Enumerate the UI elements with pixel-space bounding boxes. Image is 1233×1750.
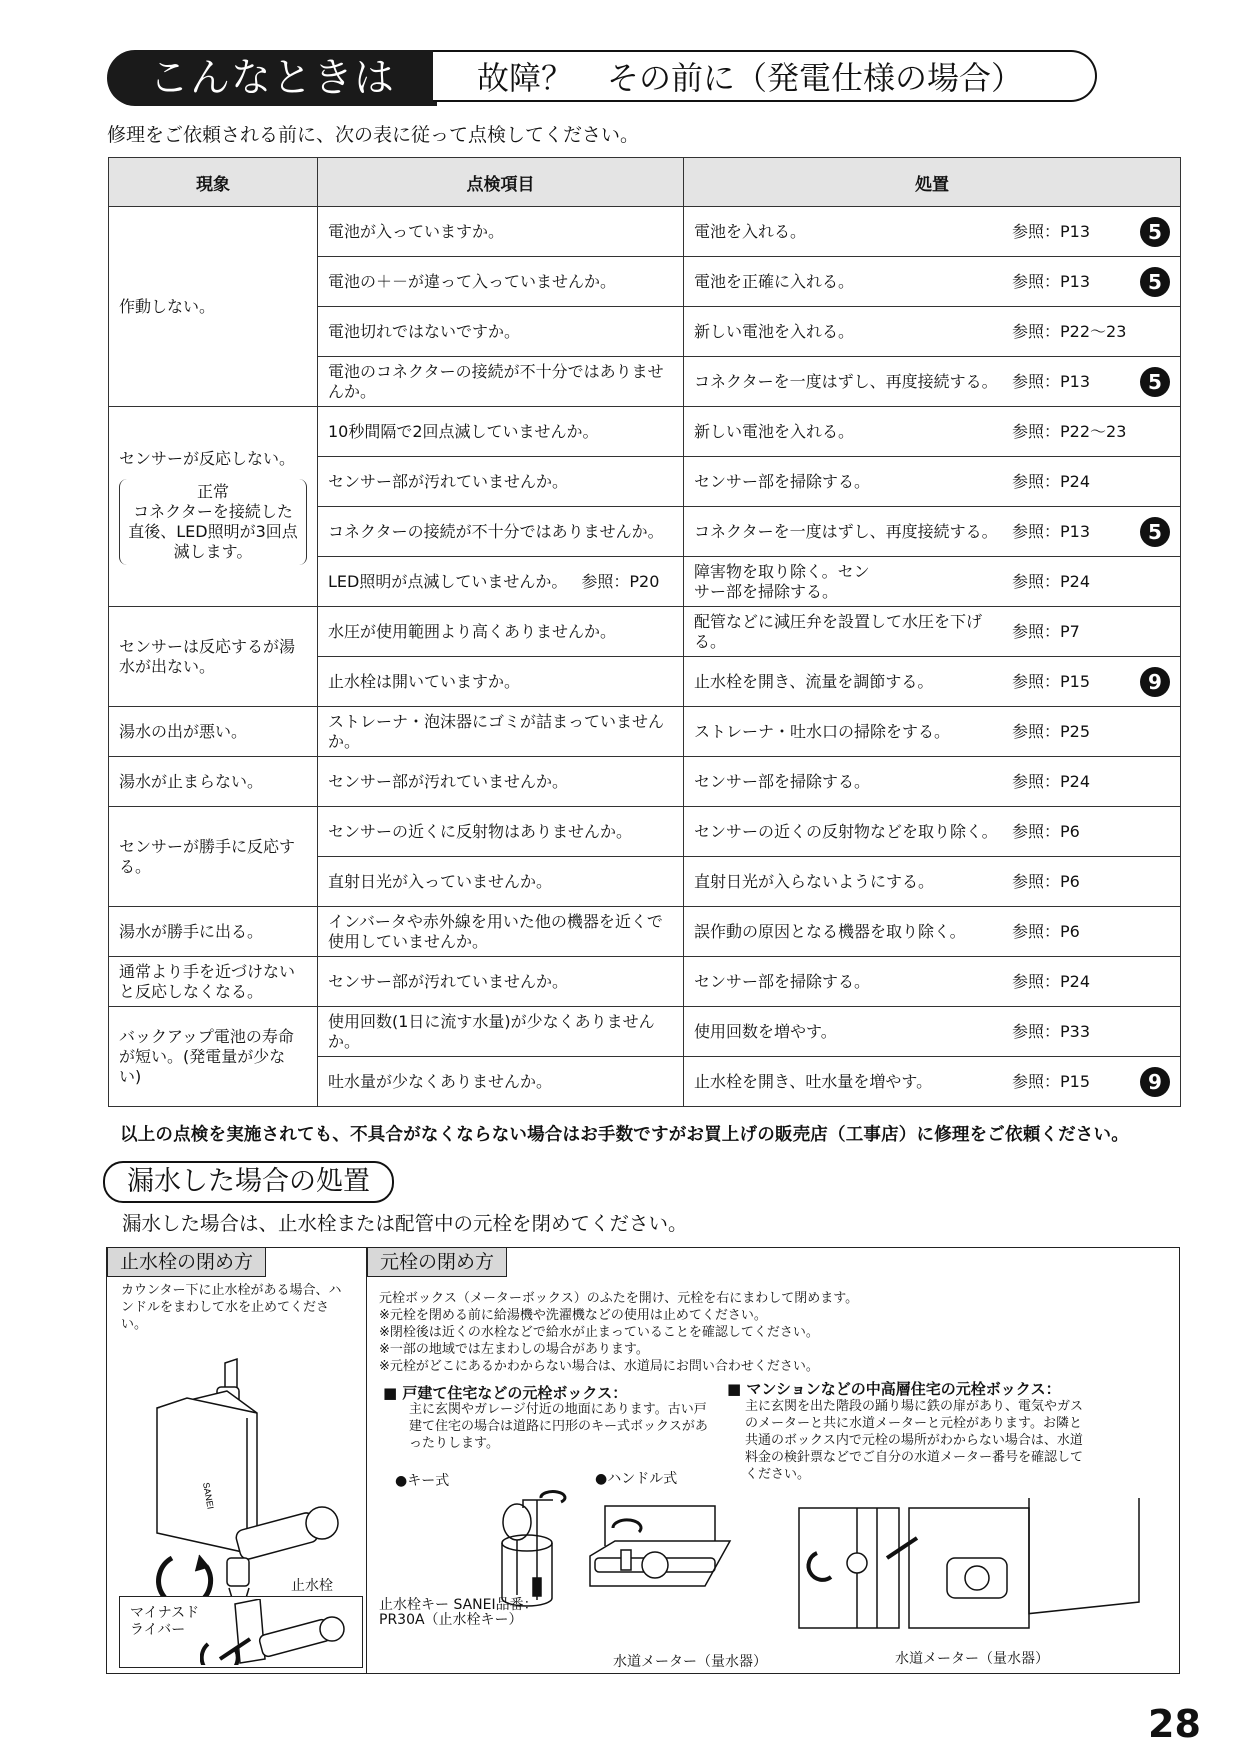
table-row [109,807,1181,857]
action-cell [684,407,1181,457]
header-title-2: その前に（発電仕様の場合） [607,59,1024,97]
check-cell [318,557,684,607]
action-cell [684,1057,1181,1107]
leak-section-title: 漏水した場合の処置 [103,1161,394,1203]
reference-label [1012,1022,1170,1042]
mansion-box-illustration [797,1498,1167,1638]
header-action: 処置 [684,158,1181,207]
normal-state-text: コネクターを接続した直後、LED照明が3回点滅します。 [128,501,298,561]
action-text: 止水栓を開き、流量を調節する。 [694,671,934,691]
table-row [109,907,1181,957]
reference-page: 参照：P24 [1012,771,1091,791]
check-cell [318,457,684,507]
page-header [107,50,1097,106]
action-cell [684,857,1181,907]
reference-page: 参照：P6 [1012,921,1080,941]
check-cell [318,907,684,957]
valve-body-drawing [157,1359,338,1608]
check-text: センサーの近くに反射物はありませんか。 [328,821,633,841]
tab-stop-valve: 止水栓の閉め方 [107,1248,266,1277]
step-number-badge: 9 [1140,667,1170,697]
check-text: 電池が入っていますか。 [328,221,505,241]
check-text: 電池のコネクターの接続が不十分ではありませんか。 [328,361,664,401]
reference-label [1012,472,1170,492]
symptom-text: 湯水の出が悪い。 [119,721,248,741]
table-header-row [109,158,1181,207]
symptom-cell [109,957,318,1007]
mansion-box-text: 主に玄関を出た階段の踊り場に鉄の扉があり、電気やガスのメーターと共に水道メーターと元栓があります。お隣と共通のボックス内で元栓の場所がわからない場合は、水道料金の検針票などでご自分の水道メーター番号を確認してください。 [745,1399,1084,1482]
header-symptom: 現象 [109,158,318,207]
action-text: ストレーナ・吐水口の掃除をする。 [694,721,951,741]
action-cell [684,957,1181,1007]
check-text: 使用回数(1日に流す水量)が少なくありませんか。 [328,1011,655,1051]
brand-mark: SANEI [201,1481,216,1510]
reference-label [1012,217,1170,247]
reference-label [1012,267,1170,297]
reference-page: 参照：P13 [1012,271,1091,291]
check-text: センサー部が汚れていませんか。 [328,971,569,991]
reference-page: 参照：P13 [1012,221,1091,241]
reference-label [1012,972,1170,992]
check-cell [318,657,684,707]
check-cell [318,957,684,1007]
house-box-text: 主に玄関やガレージ付近の地面にあります。古い戸建て住宅の場合は道路に円形のキー式ボックスがあったりします。 [409,1402,708,1451]
reference-label [1012,517,1170,547]
symptom-cell [109,207,318,407]
reference-page: 参照：P22～23 [1012,321,1127,341]
reference-page: 参照：P24 [1012,571,1091,591]
reference-page: 参照：P15 [1012,1071,1091,1091]
action-cell [684,557,1181,607]
reference-page: 参照：P15 [1012,671,1091,691]
check-text: 水圧が使用範囲より高くありませんか。 [328,621,617,641]
symptom-text: センサーが反応しない。 [119,448,296,468]
main-valve-line: ※元栓を閉める前に給湯機や洗濯機などの使用は止めてください。 [379,1308,767,1323]
reference-label [1012,1067,1170,1097]
check-text: 止水栓は開いていますか。 [328,671,521,691]
check-text: コネクターの接続が不十分ではありませんか。 [328,521,664,541]
action-cell [684,207,1181,257]
symptom-text: 湯水が勝手に出る。 [119,921,264,941]
symptom-cell [109,407,318,607]
reference-page: 参照：P13 [1012,521,1091,541]
action-cell [684,657,1181,707]
action-text: センサー部を掃除する。 [694,771,871,791]
action-cell [684,507,1181,557]
check-cell [318,357,684,407]
action-text: 新しい電池を入れる。 [694,321,855,341]
action-cell [684,757,1181,807]
check-cell [318,507,684,557]
main-valve-instructions [379,1290,1169,1375]
check-reference: 参照：P20 [581,571,660,591]
check-cell [318,757,684,807]
action-text: 新しい電池を入れる。 [694,421,855,441]
table-body [109,207,1181,1107]
symptom-cell [109,907,318,957]
check-cell [318,807,684,857]
step-number-badge: 5 [1140,517,1170,547]
symptom-text: 作動しない。 [119,296,216,316]
main-valve-line: ※閉栓後は近くの水栓などで給水が止まっていることを確認してください。 [379,1325,819,1340]
reference-page: 参照：P13 [1012,371,1091,391]
action-text: 配管などに減圧弁を設置して水圧を下げる。 [694,611,983,651]
action-text: 誤作動の原因となる機器を取り除く。 [694,921,966,941]
reference-label [1012,422,1170,442]
check-text: センサー部が汚れていませんか。 [328,771,569,791]
check-cell [318,707,684,757]
reference-label [1012,667,1170,697]
header-black-title: こんなときは [107,50,437,106]
step-number-badge: 9 [1140,1067,1170,1097]
symptom-cell [109,757,318,807]
check-cell [318,257,684,307]
page-number: 28 [1148,1702,1201,1746]
check-cell [318,207,684,257]
reference-page: 参照：P24 [1012,971,1091,991]
action-text: 止水栓を開き、吐水量を増やす。 [694,1071,933,1091]
reference-label [1012,322,1170,342]
handle-type-label: ●ハンドル式 [595,1471,678,1487]
check-text: 電池切れではないですか。 [328,321,521,341]
check-cell [318,1057,684,1107]
troubleshooting-table [108,157,1181,1107]
reference-label [1012,772,1170,792]
symptom-text: バックアップ電池の寿命が短い。(発電量が少ない) [119,1026,294,1086]
reference-label [1012,622,1170,642]
reference-page: 参照：P33 [1012,1021,1091,1041]
table-row [109,707,1181,757]
symptom-cell [109,707,318,757]
action-cell [684,607,1181,657]
action-cell [684,457,1181,507]
step-number-badge: 5 [1140,367,1170,397]
stop-valve-label: 止水栓 [291,1578,333,1594]
action-text: 直射日光が入らないようにする。 [694,871,935,891]
check-cell [318,407,684,457]
action-text: 電池を正確に入れる。 [694,271,855,291]
tab-main-valve: 元栓の閉め方 [367,1248,507,1277]
reference-label [1012,872,1170,892]
check-text: LED照明が点滅していませんか。 [328,571,568,591]
repair-note: 以上の点検を実施されても、不具合がなくならない場合はお手数ですがお買上げの販売店（工事店）に修理をご依頼ください。 [120,1125,1129,1145]
check-cell [318,1007,684,1057]
handle-type-illustration [585,1486,735,1611]
key-type-label: ●キー式 [395,1473,450,1489]
action-text: センサーの近くの反射物などを取り除く。 [694,821,998,841]
symptom-text: 通常より手を近づけないと反応しなくなる。 [119,961,296,1001]
key-caption: 止水栓キー SANEI品番： PR30A（止水栓キー） [379,1597,538,1628]
check-text: 吐水量が少なくありませんか。 [328,1071,553,1091]
header-check: 点検項目 [318,158,684,207]
header-title-banner [433,50,1097,102]
driver-inset [119,1596,363,1668]
action-cell [684,907,1181,957]
main-valve-line: 元栓ボックス（メーターボックス）のふたを開け、元栓を右にまわして閉めます。 [379,1291,859,1306]
reference-label [1012,572,1170,592]
check-cell [318,307,684,357]
driver-illustration [200,1599,360,1665]
action-text: コネクターを一度はずし、再度接続する。 [694,521,998,541]
mansion-box-heading: ■ マンションなどの中高層住宅の元栓ボックス： [727,1380,1061,1398]
reference-page: 参照：P25 [1012,721,1091,741]
header-title-1: 故障？ [477,59,574,97]
check-cell [318,857,684,907]
leak-instructions-box [106,1247,1180,1674]
table-row [109,1007,1181,1057]
symptom-cell [109,807,318,907]
house-box-heading: ■ 戸建て住宅などの元栓ボックス： [383,1384,628,1402]
normal-state-note [119,479,307,565]
table-row [109,207,1181,257]
reference-page: 参照：P6 [1012,871,1080,891]
action-cell [684,1007,1181,1057]
reference-page: 参照：P7 [1012,621,1080,641]
main-valve-line: ※一部の地域では左まわしの場合があります。 [379,1342,649,1357]
reference-page: 参照：P22～23 [1012,421,1127,441]
symptom-text: センサーは反応するが湯水が出ない。 [119,636,296,676]
check-cell [318,607,684,657]
rotation-arrow-icon [202,1644,238,1665]
normal-state-title: 正常 [196,481,229,501]
reference-label [1012,722,1170,742]
reference-label [1012,822,1170,842]
column-divider [366,1248,367,1673]
action-cell [684,357,1181,407]
table-row [109,607,1181,657]
table-row [109,407,1181,457]
step-number-badge: 5 [1140,217,1170,247]
table-row [109,957,1181,1007]
reference-label [1012,367,1170,397]
check-text: センサー部が汚れていませんか。 [328,471,569,491]
action-cell [684,807,1181,857]
leak-section-subtitle: 漏水した場合は、止水栓または配管中の元栓を閉めてください。 [122,1212,688,1235]
meter-caption-house: 水道メーター（量水器） [613,1654,767,1670]
symptom-cell [109,1007,318,1107]
check-text: 直射日光が入っていませんか。 [328,871,553,891]
check-text: インバータや赤外線を用いた他の機器を近くで使用していませんか。 [328,911,663,951]
symptom-cell [109,607,318,707]
reference-page: 参照：P24 [1012,471,1091,491]
action-cell [684,707,1181,757]
check-text: ストレーナ・泡沫器にゴミが詰まっていませんか。 [328,711,665,751]
check-text: 10秒間隔で2回点滅していませんか。 [328,421,599,441]
reference-label [1012,922,1170,942]
step-number-badge: 5 [1140,267,1170,297]
main-valve-line: ※元栓がどこにあるかわからない場合は、水道局にお問い合わせください。 [379,1359,819,1374]
action-text: 電池を入れる。 [694,221,807,241]
symptom-text: 湯水が止まらない。 [119,771,264,791]
action-text: センサー部を掃除する。 [694,971,871,991]
action-cell [684,307,1181,357]
intro-text: 修理をご依頼される前に、次の表に従って点検してください。 [107,124,640,146]
driver-label: マイナスドライバー [130,1605,200,1638]
reference-page: 参照：P6 [1012,821,1080,841]
action-text: コネクターを一度はずし、再度接続する。 [694,371,998,391]
meter-caption-mansion: 水道メーター（量水器） [895,1651,1049,1667]
action-text: センサー部を掃除する。 [694,471,871,491]
action-text: 障害物を取り除く。センサー部を掃除する。 [694,561,870,601]
table-row [109,757,1181,807]
action-cell [684,257,1181,307]
symptom-text: センサーが勝手に反応する。 [119,836,296,876]
check-text: 電池の＋－が違って入っていませんか。 [328,271,617,291]
action-text: 使用回数を増やす。 [694,1021,837,1041]
stop-valve-text: カウンター下に止水栓がある場合、ハンドルをまわして水を止めてください。 [121,1283,342,1332]
